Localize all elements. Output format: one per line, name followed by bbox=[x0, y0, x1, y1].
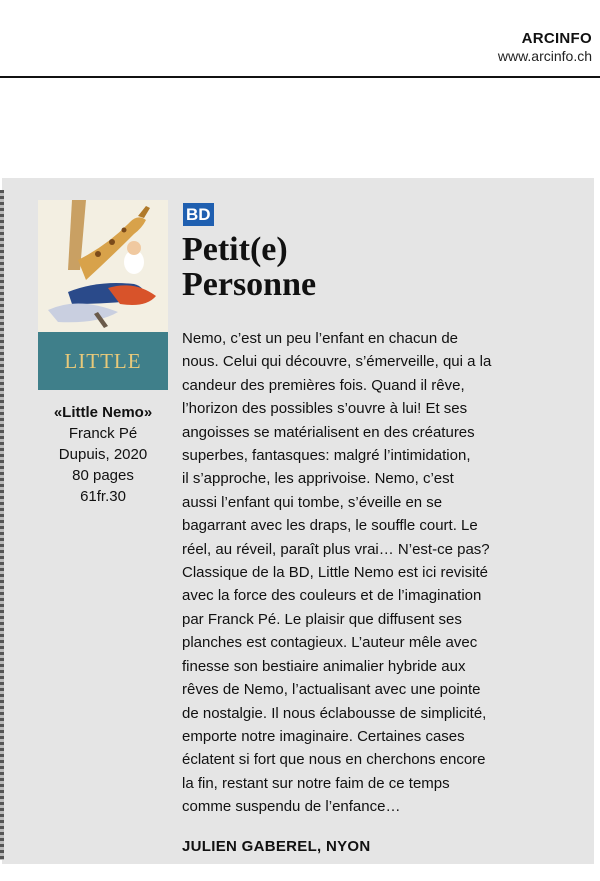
headline-line: Petit(e) bbox=[182, 231, 288, 268]
body-line: comme suspendu de l’enfance… bbox=[182, 798, 401, 816]
cover-title: LITTLE bbox=[38, 332, 168, 390]
header-rule bbox=[0, 76, 600, 78]
body-line: bagarrant avec les draps, le souffle court. Le bbox=[182, 517, 478, 535]
book-price: 61fr.30 bbox=[80, 488, 126, 505]
body-line: la fin, restant sur notre faim de ce temps bbox=[182, 774, 450, 792]
book-title: «Little Nemo» bbox=[53, 404, 153, 421]
body-line: Nemo, c’est un peu l’enfant en chacun de bbox=[182, 330, 459, 347]
article-headline bbox=[182, 232, 482, 302]
publication-url: www.arcinfo.ch bbox=[497, 48, 592, 64]
body-line: Classique de la BD, Little Nemo est ici revisité bbox=[182, 564, 488, 582]
body-line: angoisses se matérialisent en des créatures bbox=[182, 423, 475, 441]
body-line: avec la force des couleurs et de l’imagination bbox=[182, 587, 482, 605]
body-line: superbes, fantasques: malgré l’intimidation, bbox=[182, 447, 471, 465]
rubric-badge: BD bbox=[183, 203, 214, 226]
book-info bbox=[30, 402, 176, 507]
body-line: éclatent si fort que nous en cherchons encore bbox=[182, 751, 486, 769]
body-line: emporte notre imaginaire. Certaines cases bbox=[182, 727, 465, 745]
publication-name: ARCINFO bbox=[521, 30, 592, 47]
book-author: Franck Pé bbox=[68, 425, 138, 442]
body-line: finesse son bestiaire animalier hybride aux bbox=[182, 657, 466, 675]
masthead bbox=[498, 30, 592, 64]
body-line: planches est contagieux. L’auteur mêle avec bbox=[182, 634, 478, 652]
book-publisher: Dupuis, 2020 bbox=[58, 446, 148, 463]
article-byline: JULIEN GABEREL, NYON bbox=[182, 838, 371, 855]
body-line: nous. Celui qui découvre, s’émerveille, qui a la bbox=[182, 353, 492, 371]
body-line: il s’approche, les apprivoise. Nemo, c’est bbox=[182, 470, 454, 488]
body-line: par Franck Pé. Le plaisir que diffusent ses bbox=[182, 610, 462, 628]
body-line: réel, au réveil, paraît plus vrai… N’est-ce pas? bbox=[182, 540, 490, 558]
page-edge-texture bbox=[0, 190, 4, 860]
cover-illustration bbox=[38, 200, 168, 332]
headline-line: Personne bbox=[182, 266, 317, 303]
body-line: aussi l’enfant qui tombe, s’éveille en se bbox=[182, 493, 443, 511]
body-line: candeur des premières fois. Quand il rêve, bbox=[182, 376, 465, 394]
book-pages: 80 pages bbox=[72, 467, 134, 484]
body-line: rêves de Nemo, l’actualisant avec une pointe bbox=[182, 681, 481, 699]
body-line: de nostalgie. Il nous éclabousse de simplicité, bbox=[182, 704, 487, 722]
article-body bbox=[182, 327, 542, 819]
book-cover bbox=[38, 200, 168, 390]
body-line: l’horizon des possibles s’ouvre à lui! Et ses bbox=[182, 400, 468, 418]
